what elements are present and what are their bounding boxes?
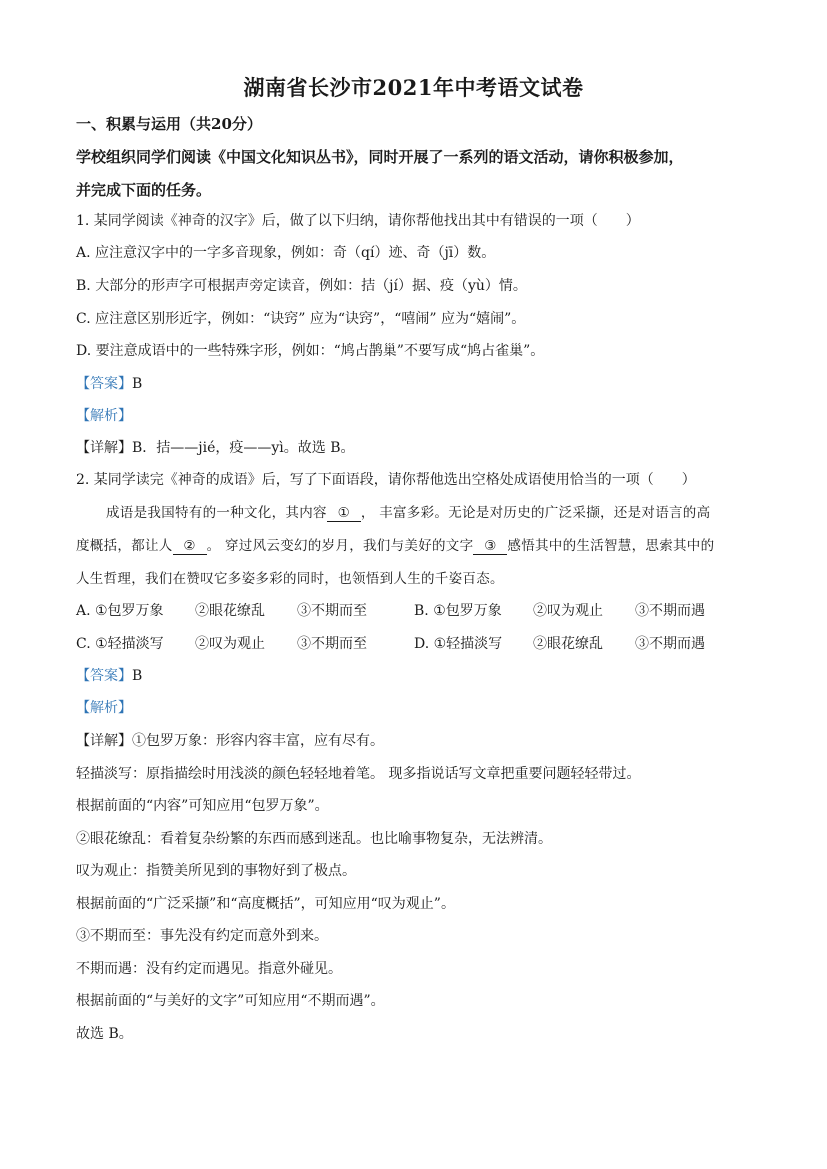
q2-explain-line: 根据前面的“内容”可知应用“包罗万象”。 [76,798,329,814]
q2-option-d-1: D. ①轻描淡写 [414,636,503,652]
q2-explain-line: 根据前面的“与美好的文字”可知应用“不期而遇”。 [76,993,385,1009]
section-heading: 一、积累与运用（共20分） [76,115,262,133]
blank-2: ② [173,538,207,555]
q2-passage-line-2: 度概括，都让人 ② 。 穿过风云变幻的岁月，我们与美好的文字 ③ 感悟其中的生活智慧，思索其中的 [76,538,715,554]
q1-analysis-tag: 【解析】 [76,408,132,424]
q2-option-d-3: ③不期而遇 [635,636,705,652]
q1-answer [76,374,142,394]
q2-option-d-2: ②眼花缭乱 [533,636,603,652]
q1-stem: 1. 某同学阅读《神奇的汉字》后，做了以下归纳，请你帮他找出其中有错误的一项（ ） [76,213,640,229]
q2-explain-line: 轻描淡写：原指描绘时用浅淡的颜色轻轻地着笔。 现多指说话写文章把重要问题轻轻带过。 [76,766,641,782]
q2-explain-line: 根据前面的“广泛采撷”和“高度概括”，可知应用“叹为观止”。 [76,896,455,912]
answer-tag: 【答案】 [76,668,132,684]
q2-explain-line: 不期而遇：没有约定而遇见。指意外碰见。 [76,961,342,977]
q2-option-c-2: ②叹为观止 [195,636,265,652]
q2-option-b-1: B. ①包罗万象 [414,603,502,619]
q2-option-a-1: A. ①包罗万象 [76,603,164,619]
q2-explain-line: ③不期而至：事先没有约定而意外到来。 [76,928,328,944]
blank-3: ③ [473,538,507,555]
intro-line-2: 并完成下面的任务。 [76,181,212,199]
q2-option-a-3: ③不期而至 [297,603,367,619]
q2-passage-line-3: 人生哲理，我们在赞叹它多姿多彩的同时，也领悟到人生的千姿百态。 [76,571,504,587]
q2-explain-line: ②眼花缭乱：看着复杂纷繁的东西而感到迷乱。也比喻事物复杂，无法辨清。 [76,831,552,847]
q2-option-c-3: ③不期而至 [297,636,367,652]
q2-passage-line-1: 成语是我国特有的一种文化，其内容 ① ， 丰富多彩。无论是对历史的广泛采撷，还是对语言的高 [106,505,711,521]
intro-line-1: 学校组织同学们阅读《中国文化知识丛书》，同时开展了一系列的语文活动，请你积极参加， [76,148,684,166]
q2-explain-line: 叹为观止：指赞美所见到的事物好到了极点。 [76,863,356,879]
answer-tag: 【答案】 [76,376,132,392]
q2-explain-line: 故选 B。 [76,1026,133,1042]
q2-option-a-2: ②眼花缭乱 [195,603,265,619]
q1-option-c: C. 应注意区别形近字，例如：“诀窍” 应为“诀窍”，“嘻闹” 应为“嬉闹”。 [76,311,526,327]
q2-option-c-1: C. ①轻描淡写 [76,636,164,652]
q2-option-b-2: ②叹为观止 [533,603,603,619]
blank-1: ① [327,505,361,522]
q1-option-b: B. 大部分的形声字可根据声旁定读音，例如：拮（jí）据、疫（yù）情。 [76,278,527,294]
q2-explain-line: 【详解】①包罗万象：形容内容丰富，应有尽有。 [76,733,384,749]
page-title: 湖南省长沙市2021年中考语文试卷 [243,75,584,100]
q1-option-a: A. 应注意汉字中的一字多音现象，例如：奇（qí）迹、奇（jī）数。 [76,245,496,261]
q2-stem: 2. 某同学读完《神奇的成语》后，写了下面语段，请你帮他选出空格处成语使用恰当的一项（ ） [76,472,696,488]
answer-value: B [132,668,143,684]
q2-option-b-3: ③不期而遇 [635,603,705,619]
answer-value: B [132,376,143,392]
q1-option-d: D. 要注意成语中的一些特殊字形，例如：“鸠占鹊巢”不要写成“鸠占雀巢”。 [76,343,545,359]
q2-answer [76,666,142,686]
q1-detail: 【详解】B．拮——jié，疫——yì。故选 B。 [76,440,355,456]
q2-analysis-tag: 【解析】 [76,700,132,716]
